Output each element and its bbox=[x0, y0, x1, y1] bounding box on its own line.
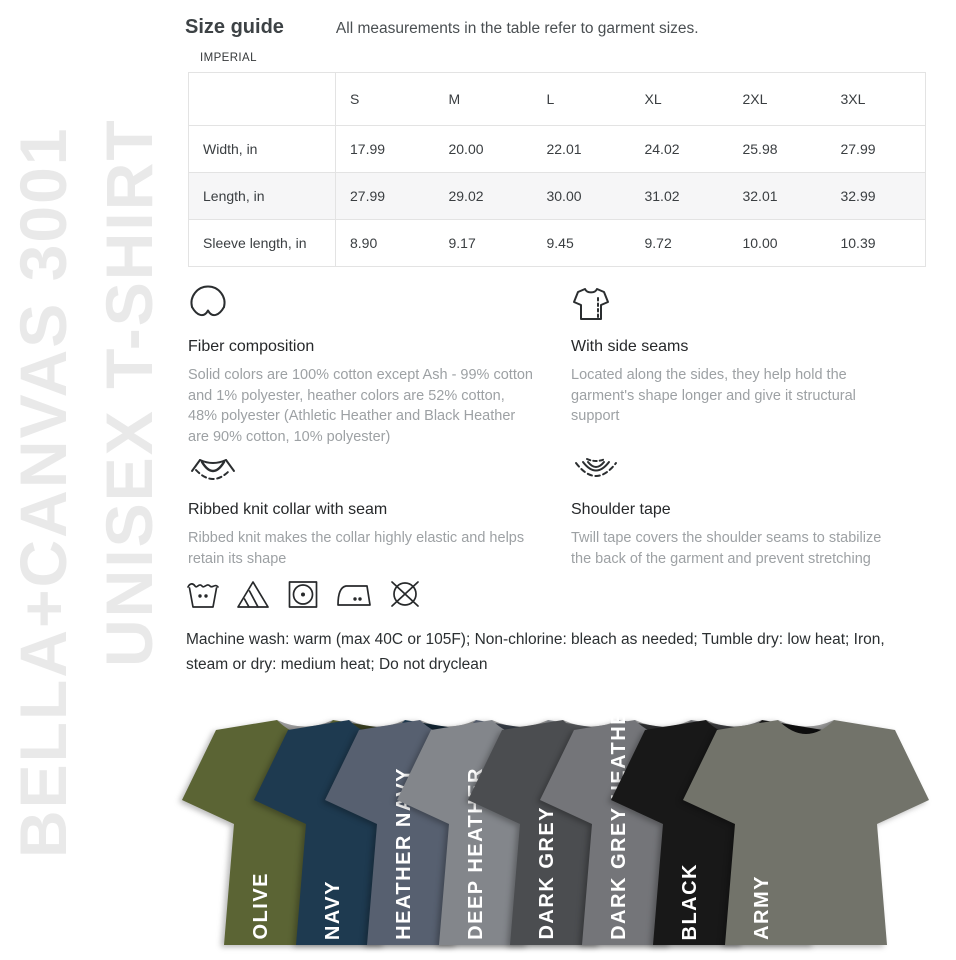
column-header: 3XL bbox=[840, 91, 866, 107]
do-not-dryclean-icon bbox=[388, 578, 422, 615]
feature-description: Solid colors are 100% cotton except Ash - 99% cotton and 1% polyester, heather colors are 52% cotton, 48% polyester (Athletic Heather and Black Heather are 90% cotton, 10% polyester) bbox=[188, 367, 533, 445]
page-title: Size guide bbox=[185, 16, 284, 38]
care-symbols-row bbox=[186, 578, 422, 615]
color-name-label: BLACK bbox=[679, 862, 701, 940]
feature-title: Shoulder tape bbox=[571, 501, 671, 519]
size-table bbox=[188, 72, 926, 267]
shoulder-tape-icon bbox=[571, 447, 900, 487]
column-header: 2XL bbox=[742, 91, 768, 107]
units-label: IMPERIAL bbox=[200, 52, 257, 64]
table-row bbox=[189, 126, 926, 173]
table-cell: 17.99 bbox=[350, 141, 386, 157]
table-header-row bbox=[189, 73, 926, 126]
color-name-label: ARMY bbox=[751, 875, 773, 940]
color-name-label: DARK GREY bbox=[536, 806, 558, 940]
color-name-label: NAVY bbox=[322, 879, 344, 940]
watermark-product-type: UNISEX T-SHIRT bbox=[92, 118, 166, 667]
tumble-dry-icon bbox=[286, 578, 320, 615]
table-row bbox=[189, 220, 926, 267]
color-name-label: OLIVE bbox=[250, 872, 272, 940]
table-cell: 31.02 bbox=[644, 188, 680, 204]
feature-title: Fiber composition bbox=[188, 338, 315, 355]
row-label: Sleeve length, in bbox=[189, 220, 336, 267]
table-cell: 10.00 bbox=[742, 235, 778, 251]
table-cell: 32.99 bbox=[840, 188, 876, 204]
watermark-product-name: BELLA+CANVAS 3001 bbox=[6, 126, 80, 858]
machine-wash-icon bbox=[186, 578, 220, 615]
page-subtitle: All measurements in the table refer to garment sizes. bbox=[335, 20, 699, 37]
fabric-icon bbox=[188, 284, 541, 324]
table-cell: 10.39 bbox=[840, 235, 876, 251]
table-cell: 27.99 bbox=[840, 141, 876, 157]
tshirt-silhouette bbox=[681, 700, 931, 948]
table-cell: 8.90 bbox=[350, 235, 378, 251]
table-cell: 30.00 bbox=[546, 188, 582, 204]
care-instructions: Machine wash: warm (max 40C or 105F); Non-chlorine: bleach as needed; Tumble dry: low heat; Iron, steam or dry: medium heat; Do not dryclean bbox=[186, 631, 885, 674]
table-cell: 29.02 bbox=[448, 188, 484, 204]
ribbed-collar-icon bbox=[188, 447, 541, 487]
table-corner-cell bbox=[189, 73, 336, 126]
row-label: Length, in bbox=[189, 173, 336, 220]
feature-description: Located along the sides, they help hold the garment's shape longer and give it structural support bbox=[571, 367, 856, 425]
table-cell: 20.00 bbox=[448, 141, 484, 157]
row-label: Width, in bbox=[189, 126, 336, 173]
feature-title: With side seams bbox=[571, 338, 689, 355]
table-cell: 9.17 bbox=[448, 235, 476, 251]
table-cell: 25.98 bbox=[742, 141, 778, 157]
feature-shoulder-tape bbox=[571, 447, 930, 569]
table-row bbox=[189, 173, 926, 220]
table-cell: 22.01 bbox=[546, 141, 582, 157]
iron-icon bbox=[336, 578, 372, 615]
feature-title: Ribbed knit collar with seam bbox=[188, 501, 388, 519]
color-name-label: HEATHER NAVY bbox=[393, 767, 415, 940]
color-name-label: DARK GREY HEATHER bbox=[608, 694, 630, 940]
column-header: S bbox=[350, 91, 360, 107]
table-cell: 27.99 bbox=[350, 188, 386, 204]
table-cell: 32.01 bbox=[742, 188, 778, 204]
feature-side-seams bbox=[571, 284, 930, 447]
column-header: M bbox=[448, 91, 461, 107]
header bbox=[185, 16, 699, 39]
table-cell: 9.45 bbox=[546, 235, 574, 251]
feature-description: Twill tape covers the shoulder seams to stabilize the back of the garment and prevent stretching bbox=[571, 530, 882, 567]
column-header: XL bbox=[644, 91, 662, 107]
feature-ribbed-collar bbox=[188, 447, 571, 569]
feature-grid bbox=[188, 284, 930, 569]
feature-fiber-composition bbox=[188, 284, 571, 447]
color-name-label: DEEP HEATHER bbox=[465, 767, 487, 940]
table-cell: 9.72 bbox=[644, 235, 672, 251]
color-lineup bbox=[0, 694, 956, 950]
tshirt-side-seams-icon bbox=[571, 284, 900, 324]
shirt-swatch-army bbox=[681, 700, 931, 948]
non-chlorine-bleach-icon bbox=[236, 578, 270, 615]
table-cell: 24.02 bbox=[644, 141, 680, 157]
feature-description: Ribbed knit makes the collar highly elastic and helps retain its shape bbox=[188, 530, 525, 567]
column-header: L bbox=[546, 91, 555, 107]
